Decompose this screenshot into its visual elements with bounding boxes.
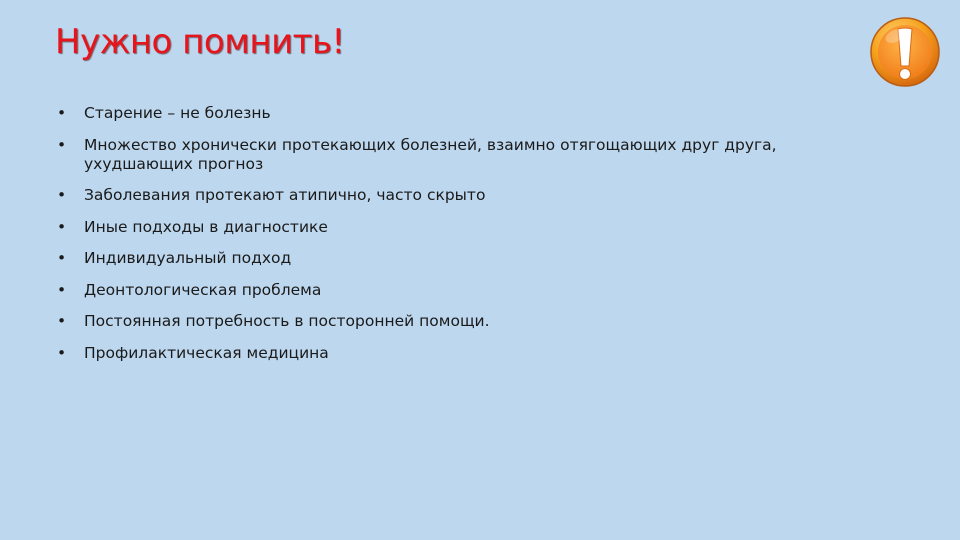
bullet-constant-assistance: • Постоянная потребность в посторонней помощи. — [56, 312, 846, 331]
bullet-deontological-problem: • Деонтологическая проблема — [56, 281, 846, 300]
bullet-list — [56, 104, 846, 375]
bullet-atypical-course: • Заболевания протекают атипично, часто скрыто — [56, 186, 846, 205]
slide-title: Нужно помнить! — [55, 22, 345, 62]
bullet-preventive-medicine: • Профилактическая медицина — [56, 344, 846, 363]
bullet-diagnostic-approach: • Иные подходы в диагностике — [56, 218, 846, 237]
bullet-multiple-chronic-diseases: • Множество хронически протекающих болезней, взаимно отягощающих друг друга, ухудшающих прогноз — [56, 136, 846, 174]
bullet-individual-approach: • Индивидуальный подход — [56, 249, 846, 268]
exclamation-icon — [869, 16, 941, 88]
bullet-aging-not-disease: • Старение – не болезнь — [56, 104, 846, 123]
